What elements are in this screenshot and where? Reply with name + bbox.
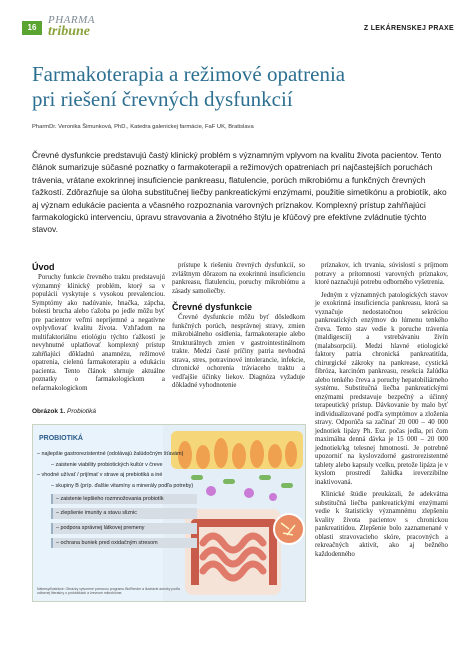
figure-caption: [32, 408, 96, 415]
col2-intro: prístupe k riešeniu črevných dysfunkcií, so zvláštnym dôrazom na exokrinnú insuficienciu pankreasu, flatulenciu, poruchy mikrobiómu a zásady samoliečby.: [172, 262, 305, 295]
column-2: [172, 262, 305, 391]
figure-list-item: – zaistenie viability probiotických kultúr v čreve: [37, 462, 197, 469]
figure-list-item: – skupiny B (príp. ďalšie vitamíny a minerály podľa potreby): [37, 483, 197, 490]
col3-paragraph-1: Jedným z významných patologických stavov je exokrinná insuficiencia pankreasu, ktorá sa vyznačuje nedostatočnou sekréciou pankreatických enzýmov do lúmenu tenkého čreva. Tento stav vedie k poruche trávenia (maldigescii) a vstrebávaniu živín (malabsorpcii). Medzi hlavné etiologické faktory patria chronická pankreatitída, chirurgické zákroky na pankrease, cystická fibróza, karcinóm pankreasu, resekcia žalúdka alebo tenkého čreva a poruchy hepatobiliárneho systému. Substitučná liečba pankreatickými enzýmami predstavuje bezpečný a účinný terapeutický prístup. Dávkovanie by malo byť individualizované podľa symptómov a zloženia stravy. Odporúča sa začínať 20 000 – 40 000 jednotiek lipázy Ph. Eur. počas jedla, pri čom maximálna denná dávka je 15 000 – 20 000 jednotiek/kg telesnej hmotnosti. Je potrebné upozorniť na kyslovzdorné gastrorezistentné tablety alebo kapsuly vcelku, pretože lipáza je v kyslom prostredí žalúdka ireverzibilne inaktivovaná.: [315, 291, 448, 486]
intro-text: Poruchy funkcie črevného traktu predstavujú významný klinický problém, ktorý sa v populácii vyskytuje s vysokou prevalenciou. Symptómy ako nadúvanie, hnačka, zápcha, bolesti brucha alebo ťažoba po jedle môžu byť pre pacientov veľmi nepríjemné a negatívne ovplyvňovať kvalitu života. Vzhľadom na multifaktoriálnu etiológiu týchto ťažkostí je nevyhnutné uplatňovať komplexný prístup zahŕňajúci dôkladnú anamnézu, režimové opatrenia, cielenú farmakoterapiu a edukáciu pacienta. Tento článok shrnuje aktuálne poznatky o farmakologickom a nefarmakologickom: [32, 274, 165, 392]
dysfunction-heading: Črevné dysfunkcie: [172, 302, 253, 312]
figure-list-item: – zlepšenie imunity a stavu sliznic: [51, 508, 197, 519]
article-title: [32, 62, 452, 112]
col3-intro: príznakov, ich trvania, súvislostí s príjmom potravy a prítomnosti varovných príznakov, ktoré naznačujú potrebu odborného vyšetrenia.: [315, 262, 448, 286]
column-3: [315, 262, 448, 559]
col2-text: Črevné dysfunkcie môžu byť dôsledkom funkčných porúch, nesprávnej stravy, zmien mikrobiálneho osídlenia, farmakoterapie alebo štrukturálnych zmien v gastrointestinálnom trakte. Medzi časté príčiny patria nevhodná strava, stres, potravinové intolerancie, infekcie, chronické ochorenia tráviaceho traktu a vedľajšie účinky liekov. Diagnóza vyžaduje dôkladné vyhodnotenie: [172, 314, 305, 389]
figure-list-item: – zaistenie lepšieho rozmnožovania probiotík: [51, 494, 197, 505]
figure-list-item: – podpora správnej látkovej premeny: [51, 523, 197, 534]
col3-paragraph-2: Klinické štúdie preukázali, že adekvátna substitučná liečba pankreatickými enzýmami vedie k štatisticky významnému zlepšeniu kvality života pacientov s chronickou pankreatitídou. Zlepšenie bolo zaznamenané v oblasti stravovacieho skóre, pracovných a rekreačných aktivít, ako aj bežného každodenného: [315, 491, 448, 558]
brand-logo: [48, 14, 95, 40]
figure-list-item: – vhodné užívať / prijímať v strave aj prebiotiká a iné: [37, 472, 197, 479]
figure-list-item: – ochrana buniek pred oxidačným stresom: [51, 538, 197, 549]
figure-footnote: Nákresy/ilustrácie: Obrázky vytvorené pomocou programu BioRender a ilustrácie autorky podľa odbornej literatúry o probiotikách a črevnom mikrobióme.: [37, 587, 180, 595]
authors: PharmDr. Veronika Šimunková, PhD., Katedra galenickej farmácie, FaF UK, Bratislava: [32, 124, 254, 130]
figure-caption-text: Probiotiká: [67, 408, 96, 415]
section-label: Z LEKÁRENSKEJ PRAXE: [363, 25, 454, 32]
abstract: Črevné dysfunkcie predstavujú častý klinický problém s významným vplyvom na kvalitu života pacientov. Tento článok sumarizuje súčasné poznatky o farmakoterapii a režimových opatreniach pri najčastejších poruchách trávenia, vrátane exokrinnej insuficiencie pankreasu, flatulencie, porúch mikrobiómu a funkčných črevných ťažkostí. Zdôrazňuje sa úloha substitučnej liečby pankreatickými enzýmami, použitie simetikónu a probiotík, ako aj význam edukácie pacienta a včasného rozpoznania varovných príznakov. Komplexný prístup zahŕňajúci farmakologickú intervenciu, úpravu stravovania a životného štýlu je kľúčový pre efektívne zvládnutie týchto stavov.: [32, 150, 447, 235]
figure-caption-label: Obrázok 1.: [32, 408, 66, 415]
page-number-badge: 16: [22, 21, 42, 35]
brand-top: PHARMA: [48, 14, 95, 26]
brand-bottom: tribune: [48, 24, 91, 39]
figure-list-item: – najlepšie gastrorezistentné (odolávajú žalúdočným šťavám): [37, 451, 197, 458]
probiotics-figure: [32, 424, 306, 602]
title-line-1: Farmakoterapia a režimové opatrenia: [32, 62, 346, 86]
intro-heading: Úvod: [32, 262, 55, 272]
title-line-2: pri riešení črevných dysfunkcií: [32, 86, 293, 111]
figure-title: PROBIOTIKÁ: [39, 435, 83, 442]
column-1: [32, 262, 165, 393]
figure-list: [37, 451, 197, 553]
